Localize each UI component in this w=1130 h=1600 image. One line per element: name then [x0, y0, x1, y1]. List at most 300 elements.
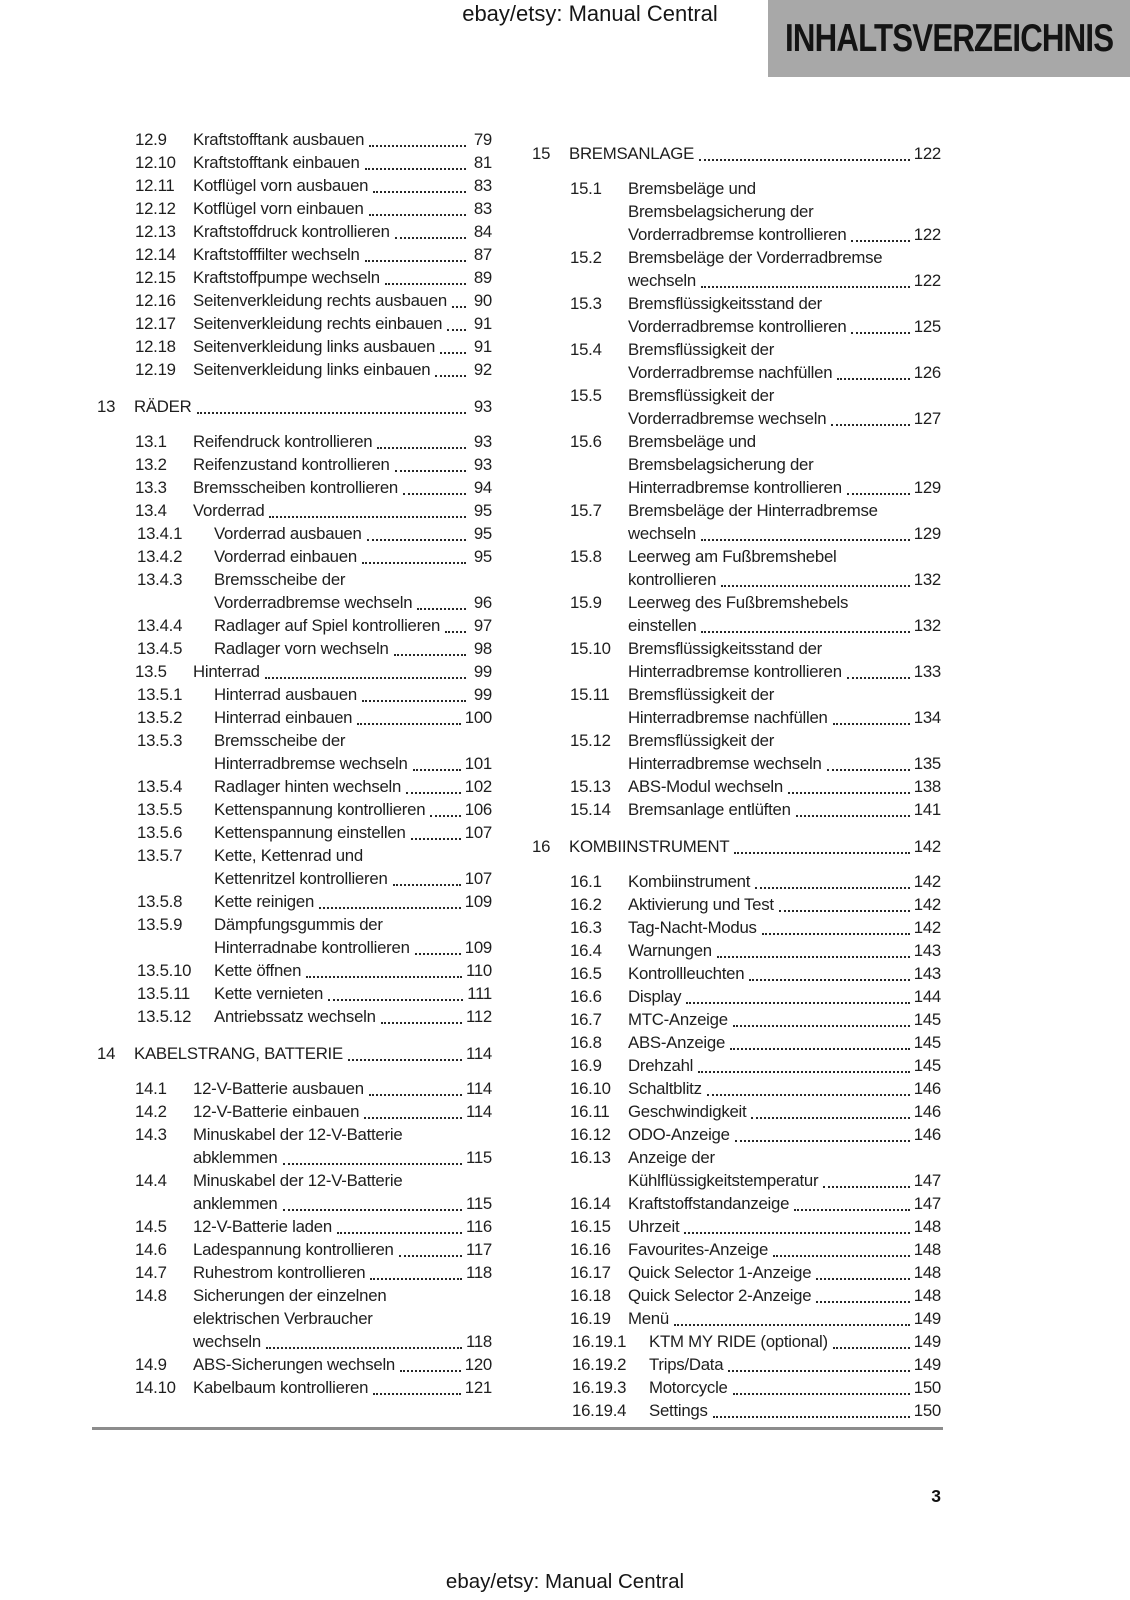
- toc-entry-last-line: [214, 637, 492, 660]
- toc-entry-title: Favourites-Anzeige: [628, 1240, 769, 1259]
- toc-entry: [530, 1261, 941, 1284]
- toc-entry-page: 143: [913, 964, 941, 983]
- dot-leader: [733, 1025, 910, 1027]
- toc-entry-page: 98: [473, 639, 492, 658]
- toc-entry-number: 13.4.5: [137, 639, 183, 658]
- toc-entry-number: 13.2: [135, 455, 167, 474]
- toc-entry-number: 15.4: [570, 340, 602, 359]
- dot-leader: [717, 956, 910, 958]
- toc-entry-last-line: [628, 962, 941, 985]
- toc-entry-title-block: [214, 775, 492, 798]
- toc-entry-page: 114: [465, 1102, 492, 1121]
- toc-entry-page: 109: [464, 938, 492, 957]
- toc-entry-page: 87: [473, 245, 492, 264]
- toc-entry-title-line: Bremsflüssigkeit der: [628, 340, 775, 359]
- toc-entry-page: 106: [464, 800, 492, 819]
- footer-divider: [92, 1427, 943, 1430]
- toc-entry: [530, 835, 941, 858]
- toc-entry-page: 150: [913, 1401, 941, 1420]
- toc-entry-title-block: [628, 729, 941, 775]
- toc-entry: [530, 775, 941, 798]
- toc-entry-page: 83: [473, 176, 492, 195]
- dot-leader: [266, 1347, 462, 1349]
- toc-entry-title-line: Anzeige der: [628, 1148, 715, 1167]
- dot-leader: [269, 516, 466, 518]
- toc-entry-last-line: [214, 821, 492, 844]
- toc-entry-title-block: [214, 683, 492, 706]
- toc-entry-page: 115: [465, 1194, 492, 1213]
- toc-entry-title-block: [628, 1008, 941, 1031]
- toc-entry-page: 112: [465, 1007, 492, 1026]
- toc-entry-title-block: [193, 312, 492, 335]
- toc-entry-title: Kraftstofftank einbauen: [193, 153, 360, 172]
- toc-entry: [530, 430, 941, 499]
- dot-leader: [701, 631, 909, 633]
- toc-entry-page: 129: [913, 478, 941, 497]
- toc-entry: [95, 683, 492, 706]
- toc-entry-last-line: [569, 835, 941, 858]
- toc-entry-title: Kabelbaum kontrollieren: [193, 1378, 369, 1397]
- toc-entry-title-block: [628, 1077, 941, 1100]
- dot-leader: [751, 1117, 909, 1119]
- dot-leader: [362, 700, 466, 702]
- toc-entry-title: Bremsanlage entlüften: [628, 800, 791, 819]
- dot-leader: [779, 910, 910, 912]
- toc-entry-page: 133: [913, 662, 941, 681]
- toc-entry-number: 14.8: [135, 1286, 167, 1305]
- toc-entry-number: 12.13: [135, 222, 176, 241]
- toc-entry-page: 107: [464, 869, 492, 888]
- toc-entry-title-block: [214, 821, 492, 844]
- toc-entry: [530, 1146, 941, 1192]
- toc-entry-title-block: [628, 893, 941, 916]
- toc-entry-number: 13: [97, 397, 116, 416]
- toc-entry-title: Hinterradbremse nachfüllen: [628, 708, 828, 727]
- toc-entry-title-line: Bremsbelagsicherung der: [628, 202, 814, 221]
- contents-banner-title: INHALTSVERZEICHNIS: [784, 16, 1114, 60]
- toc-entry-title-block: [628, 1261, 941, 1284]
- toc-entry-page: 142: [913, 837, 941, 856]
- dot-leader: [794, 1209, 910, 1211]
- toc-entry: [530, 1123, 941, 1146]
- toc-entry-last-line: [193, 1215, 492, 1238]
- toc-entry-title: Tag-Nacht-Modus: [628, 918, 757, 937]
- toc-entry-number: 15.3: [570, 294, 602, 313]
- toc-entry-title: Quick Selector 1-Anzeige: [628, 1263, 812, 1282]
- toc-entry-title-block: [649, 1399, 941, 1422]
- toc-entry: [530, 1215, 941, 1238]
- toc-entry: [95, 476, 492, 499]
- toc-entry: [530, 1100, 941, 1123]
- dot-leader: [440, 352, 466, 354]
- toc-entry-title-block: [193, 174, 492, 197]
- toc-entry-title-line: Leerweg am Fußbremshebel: [628, 547, 837, 566]
- toc-entry-number: 16.11: [570, 1102, 610, 1121]
- toc-entry-title-block: [193, 1376, 492, 1399]
- toc-left-column: [95, 128, 492, 1399]
- toc-entry: [95, 959, 492, 982]
- dot-leader: [699, 159, 910, 161]
- toc-entry-title: Kombiinstrument: [628, 872, 751, 891]
- toc-entry-last-line: [628, 568, 941, 591]
- dot-leader: [684, 1232, 909, 1234]
- toc-entry-last-line: [628, 315, 941, 338]
- dot-leader: [265, 677, 466, 679]
- toc-entry-title-block: [569, 142, 941, 165]
- toc-entry-last-line: [193, 358, 492, 381]
- toc-entry: [95, 1005, 492, 1028]
- toc-entry-title-line: Bremsflüssigkeitsstand der: [628, 639, 823, 658]
- toc-entry-last-line: [134, 395, 492, 418]
- toc-entry-last-line: [628, 660, 941, 683]
- dot-leader: [833, 723, 910, 725]
- toc-entry-title-block: [214, 1005, 492, 1028]
- toc-entry-number: 12.14: [135, 245, 176, 264]
- toc-entry-number: 16.17: [570, 1263, 611, 1282]
- toc-entry: [95, 1123, 492, 1169]
- toc-entry-title: MTC-Anzeige: [628, 1010, 728, 1029]
- toc-entry-last-line: [214, 867, 492, 890]
- toc-entry-page: 129: [913, 524, 941, 543]
- toc-entry: [530, 292, 941, 338]
- toc-entry-last-line: [649, 1330, 941, 1353]
- toc-entry: [95, 1169, 492, 1215]
- dot-leader: [393, 884, 461, 886]
- toc-entry-page: 101: [464, 754, 492, 773]
- toc-entry-title: Schaltblitz: [628, 1079, 702, 1098]
- toc-entry: [95, 982, 492, 1005]
- toc-entry-last-line: [214, 890, 492, 913]
- dot-leader: [701, 539, 910, 541]
- dot-leader: [749, 979, 909, 981]
- toc-entry-last-line: [193, 1330, 492, 1353]
- toc-entry-number: 13.5.8: [137, 892, 183, 911]
- toc-entry-title: anklemmen: [193, 1194, 278, 1213]
- toc-entry-title: 12-V-Batterie einbauen: [193, 1102, 360, 1121]
- toc-entry-title-block: [649, 1376, 941, 1399]
- toc-entry-page: 99: [473, 685, 492, 704]
- header-site-label: ebay/etsy: Manual Central: [462, 1, 718, 26]
- toc-entry-title-block: [193, 1077, 492, 1100]
- page-number: 3: [931, 1486, 941, 1506]
- toc-entry-number: 16.3: [570, 918, 602, 937]
- toc-entry-title: ODO-Anzeige: [628, 1125, 730, 1144]
- toc-entry-number: 15: [532, 144, 551, 163]
- toc-entry-page: 114: [465, 1079, 492, 1098]
- dot-leader: [417, 608, 466, 610]
- toc-entry: [530, 985, 941, 1008]
- toc-entry-page: 84: [473, 222, 492, 241]
- toc-entry-number: 15.11: [570, 685, 610, 704]
- toc-entry-number: 14: [97, 1044, 116, 1063]
- toc-entry: [95, 890, 492, 913]
- toc-entry-number: 14.1: [135, 1079, 167, 1098]
- toc-entry-number: 15.14: [570, 800, 611, 819]
- toc-entry-title: Vorderradbremse wechseln: [214, 593, 413, 612]
- toc-entry-number: 16.19.1: [572, 1332, 627, 1351]
- toc-entry-last-line: [628, 1307, 941, 1330]
- toc-entry: [95, 197, 492, 220]
- toc-entry-title: Kraftstofffilter wechseln: [193, 245, 360, 264]
- toc-entry-title-block: [193, 1353, 492, 1376]
- toc-entry-last-line: [649, 1353, 941, 1376]
- toc-entry-last-line: [193, 499, 492, 522]
- toc-entry-last-line: [214, 545, 492, 568]
- toc-entry-title-block: [628, 177, 941, 246]
- toc-entry-title: Bremsscheiben kontrollieren: [193, 478, 398, 497]
- toc-entry-last-line: [193, 1192, 492, 1215]
- toc-entry-title-block: [193, 243, 492, 266]
- toc-entry-page: 79: [473, 130, 492, 149]
- toc-entry: [530, 962, 941, 985]
- toc-entry-title-block: [214, 729, 492, 775]
- toc-entry-number: 14.7: [135, 1263, 167, 1282]
- toc-entry-page: 90: [473, 291, 492, 310]
- toc-entry-page: 114: [465, 1044, 492, 1063]
- toc-entry-number: 13.5.9: [137, 915, 183, 934]
- toc-entry-title-block: [214, 913, 492, 959]
- toc-entry-number: 13.5: [135, 662, 167, 681]
- toc-entry-last-line: [214, 522, 492, 545]
- toc-entry-last-line: [193, 1376, 492, 1399]
- toc-entry-last-line: [193, 1353, 492, 1376]
- toc-entry-title: Hinterrad ausbauen: [214, 685, 357, 704]
- dot-leader: [377, 447, 466, 449]
- toc-entry: [95, 821, 492, 844]
- toc-entry: [530, 545, 941, 591]
- toc-entry-last-line: [193, 335, 492, 358]
- toc-entry-number: 16.14: [570, 1194, 611, 1213]
- toc-entry-last-line: [628, 614, 941, 637]
- toc-entry-title-line: Bremsscheibe der: [214, 570, 346, 589]
- toc-entry-title: Geschwindigkeit: [628, 1102, 747, 1121]
- toc-entry-title: ABS-Anzeige: [628, 1033, 726, 1052]
- toc-entry-page: 148: [913, 1286, 941, 1305]
- toc-entry-title-block: [628, 591, 941, 637]
- toc-entry-title: ABS-Modul wechseln: [628, 777, 783, 796]
- toc-entry-title-block: [628, 1031, 941, 1054]
- toc-entry-number: 13.4: [135, 501, 167, 520]
- toc-entry-title: Kettenspannung einstellen: [214, 823, 406, 842]
- toc-entry: [95, 1284, 492, 1353]
- toc-entry: [530, 591, 941, 637]
- toc-entry-last-line: [628, 1284, 941, 1307]
- toc-entry-number: 13.5.4: [137, 777, 183, 796]
- toc-entry-last-line: [628, 1238, 941, 1261]
- toc-entry-number: 16.9: [570, 1056, 602, 1075]
- toc-entry-last-line: [193, 289, 492, 312]
- toc-entry-page: 145: [913, 1033, 941, 1052]
- toc-entry-number: 16.8: [570, 1033, 602, 1052]
- toc-entry-last-line: [649, 1376, 941, 1399]
- toc-entry-last-line: [628, 1123, 941, 1146]
- toc-entry-title: KOMBIINSTRUMENT: [569, 837, 730, 856]
- toc-entry-title: Kette vernieten: [214, 984, 324, 1003]
- toc-entry-title: Settings: [649, 1401, 708, 1420]
- toc-entry-number: 16.6: [570, 987, 602, 1006]
- toc-entry-title-line: Kette, Kettenrad und: [214, 846, 363, 865]
- toc-entry-number: 16.19.2: [572, 1355, 627, 1374]
- toc-entry: [95, 775, 492, 798]
- toc-entry-page: 143: [913, 941, 941, 960]
- toc-entry-number: 12.9: [135, 130, 167, 149]
- toc-entry-page: 96: [473, 593, 492, 612]
- dot-leader: [851, 332, 909, 334]
- toc-entry: [530, 1330, 941, 1353]
- toc-entry-number: 13.5.7: [137, 846, 183, 865]
- toc-entry-page: 146: [913, 1079, 941, 1098]
- toc-entry-page: 141: [913, 800, 941, 819]
- toc-entry-title: wechseln: [193, 1332, 261, 1351]
- toc-entry-title: 12-V-Batterie ausbauen: [193, 1079, 364, 1098]
- toc-entry-title-block: [193, 660, 492, 683]
- toc-entry: [530, 1376, 941, 1399]
- toc-entry-last-line: [628, 939, 941, 962]
- toc-entry-last-line: [628, 1169, 941, 1192]
- toc-entry-last-line: [649, 1399, 941, 1422]
- toc-entry-title-block: [628, 1192, 941, 1215]
- toc-entry-number: 16.19.3: [572, 1378, 627, 1397]
- dot-leader: [762, 933, 910, 935]
- toc-entry-last-line: [628, 775, 941, 798]
- toc-entry: [95, 798, 492, 821]
- dot-leader: [847, 493, 910, 495]
- toc-entry-last-line: [193, 312, 492, 335]
- toc-entry-number: 16: [532, 837, 551, 856]
- toc-entry-number: 15.2: [570, 248, 602, 267]
- toc-entry-number: 16.13: [570, 1148, 611, 1167]
- toc-entry: [530, 177, 941, 246]
- toc-entry-title-block: [628, 1100, 941, 1123]
- toc-entry-number: 15.1: [570, 179, 602, 198]
- toc-entry: [95, 430, 492, 453]
- toc-entry-last-line: [569, 142, 941, 165]
- toc-entry: [95, 266, 492, 289]
- toc-entry-page: 122: [913, 144, 941, 163]
- toc-entry-title: Hinterrad einbauen: [214, 708, 353, 727]
- toc-entry-title-block: [628, 985, 941, 1008]
- toc-entry-title-block: [193, 430, 492, 453]
- toc-entry: [530, 1238, 941, 1261]
- dot-leader: [847, 677, 910, 679]
- toc-entry-title-block: [193, 358, 492, 381]
- toc-entry-page: 109: [464, 892, 492, 911]
- toc-entry-page: 122: [913, 225, 941, 244]
- toc-entry-number: 13.5.1: [137, 685, 183, 704]
- toc-entry-title-line: Bremsbeläge der Hinterradbremse: [628, 501, 878, 520]
- toc-entry-title-line: Leerweg des Fußbremshebels: [628, 593, 849, 612]
- toc-entry-number: 12.12: [135, 199, 176, 218]
- toc-entry-last-line: [193, 1146, 492, 1169]
- dot-leader: [319, 907, 461, 909]
- toc-entry: [95, 1077, 492, 1100]
- toc-entry-page: 118: [465, 1332, 492, 1351]
- toc-entry-title-block: [628, 1215, 941, 1238]
- toc-entry-number: 13.5.3: [137, 731, 183, 750]
- toc-entry-page: 111: [467, 984, 492, 1003]
- dot-leader: [773, 1255, 910, 1257]
- toc-entry-page: 148: [913, 1263, 941, 1282]
- dot-leader: [385, 283, 466, 285]
- dot-leader: [686, 1002, 909, 1004]
- toc-entry-page: 132: [913, 616, 941, 635]
- toc-entry-last-line: [193, 266, 492, 289]
- dot-leader: [755, 887, 910, 889]
- toc-entry-title: Vorderrad ausbauen: [214, 524, 362, 543]
- dot-leader: [827, 769, 910, 771]
- toc-entry-last-line: [193, 1261, 492, 1284]
- toc-entry: [530, 870, 941, 893]
- toc-entry: [530, 1031, 941, 1054]
- toc-entry-title: Seitenverkleidung rechts einbauen: [193, 314, 443, 333]
- toc-entry-page: 110: [465, 961, 492, 980]
- toc-entry-page: 83: [473, 199, 492, 218]
- toc-entry-page: 95: [473, 547, 492, 566]
- toc-entry-last-line: [628, 361, 941, 384]
- toc-entry-title-block: [628, 1238, 941, 1261]
- toc-entry-title-block: [193, 1100, 492, 1123]
- toc-entry-title-block: [193, 289, 492, 312]
- toc-entry-page: 149: [913, 1309, 941, 1328]
- toc-entry-number: 15.8: [570, 547, 602, 566]
- toc-entry: [95, 1042, 492, 1065]
- dot-leader: [365, 168, 466, 170]
- toc-entry-title-block: [134, 395, 492, 418]
- toc-entry-title: ABS-Sicherungen wechseln: [193, 1355, 396, 1374]
- toc-entry-number: 13.4.2: [137, 547, 183, 566]
- dot-leader: [707, 1094, 910, 1096]
- toc-entry-page: 135: [913, 754, 941, 773]
- toc-entry-title-block: [628, 1284, 941, 1307]
- toc-entry-last-line: [628, 407, 941, 430]
- toc-entry-number: 15.6: [570, 432, 602, 451]
- toc-entry: [95, 220, 492, 243]
- dot-leader: [851, 240, 909, 242]
- dot-leader: [406, 792, 461, 794]
- toc-entry-page: 147: [913, 1194, 941, 1213]
- toc-entry-title-block: [214, 637, 492, 660]
- toc-entry-last-line: [214, 1005, 492, 1028]
- toc-entry-page: 91: [473, 314, 492, 333]
- toc-entry: [530, 1192, 941, 1215]
- toc-entry-title: Vorderradbremse kontrollieren: [628, 225, 847, 244]
- toc-entry-title-line: Bremsbelagsicherung der: [628, 455, 814, 474]
- dot-leader: [403, 493, 466, 495]
- toc-entry-title: Kraftstoffstandanzeige: [628, 1194, 790, 1213]
- toc-entry-title-line: Bremsbeläge und: [628, 432, 756, 451]
- toc-entry-page: 142: [913, 918, 941, 937]
- toc-entry-page: 142: [913, 895, 941, 914]
- contents-banner: [768, 0, 1130, 77]
- toc-entry-title-block: [193, 335, 492, 358]
- toc-entry-title-block: [214, 522, 492, 545]
- toc-entry-last-line: [193, 1238, 492, 1261]
- toc-entry-title: Vorderradbremse kontrollieren: [628, 317, 847, 336]
- toc-entry-last-line: [193, 243, 492, 266]
- toc-entry-title: Kraftstoffpumpe wechseln: [193, 268, 380, 287]
- toc-entry-title: 12-V-Batterie laden: [193, 1217, 332, 1236]
- dot-leader: [430, 815, 460, 817]
- toc-entry-title-line: Bremsflüssigkeit der: [628, 731, 775, 750]
- toc-entry-last-line: [214, 798, 492, 821]
- toc-entry-page: 117: [465, 1240, 492, 1259]
- toc-entry: [530, 729, 941, 775]
- dot-leader: [730, 1048, 910, 1050]
- dot-leader: [721, 585, 910, 587]
- toc-entry-page: 92: [473, 360, 492, 379]
- toc-entry-page: 150: [913, 1378, 941, 1397]
- dot-leader: [447, 329, 466, 331]
